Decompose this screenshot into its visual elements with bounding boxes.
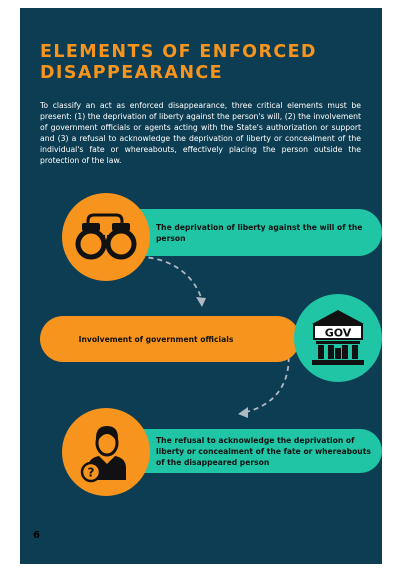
element-3-label: The refusal to acknowledge the deprivation of liberty or concealment of the fate or whereabouts of the disappeared person: [156, 435, 371, 467]
element-2-pill: [40, 316, 300, 362]
page-number: 6: [33, 530, 40, 541]
element-3-badge: [62, 408, 150, 496]
gov-label: GOV: [324, 326, 352, 340]
handcuffs-icon: [74, 205, 138, 269]
person-question-icon: [74, 420, 138, 484]
infographic-page: [20, 8, 382, 564]
connector-arrowhead-2: [238, 407, 248, 418]
government-building-icon: [308, 308, 368, 368]
element-2-label: Involvement of government officials: [78, 334, 234, 344]
element-1-label: The deprivation of liberty against the will of the person: [156, 222, 363, 243]
page-title: ELEMENTS OF ENFORCED DISAPPEARANCE: [40, 42, 317, 83]
question-mark: ?: [87, 465, 95, 480]
connector-arrowhead-1: [196, 297, 206, 307]
intro-paragraph: To classify an act as enforced disappearance, three critical elements must be present: (1) the deprivation of liberty against the person's will, (2) the involvement of government officials or agents acting with the State's authorization or support and (3) a refusal to acknowledge the deprivation of liberty or concealment of the individual's fate or whereabouts, effectively placing the person outside the protection of the law.: [40, 101, 361, 166]
element-2-badge: [294, 294, 382, 382]
element-1-badge: [62, 193, 150, 281]
